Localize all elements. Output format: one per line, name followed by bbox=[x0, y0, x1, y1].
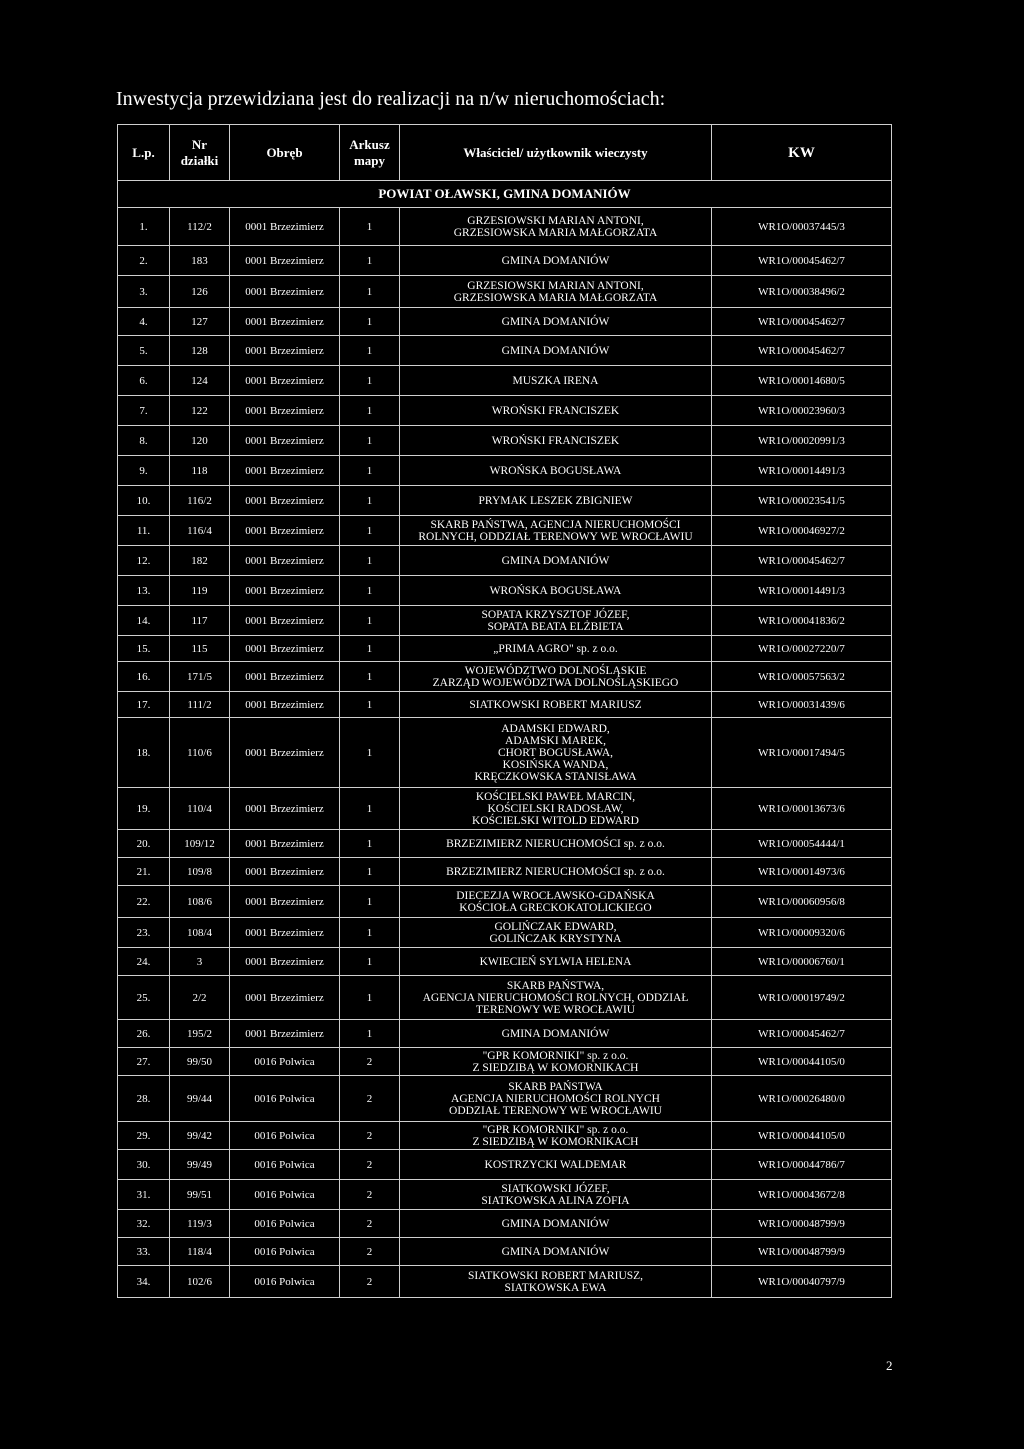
cell-nr-dzialki: 108/4 bbox=[170, 918, 230, 948]
table-row bbox=[118, 1266, 892, 1298]
cell-lp: 10. bbox=[118, 486, 170, 516]
cell-lp: 5. bbox=[118, 336, 170, 366]
cell-lp: 21. bbox=[118, 858, 170, 886]
header-nr-dzialki: Nr działki bbox=[170, 125, 230, 181]
cell-owner: GMINA DOMANIÓW bbox=[400, 1238, 712, 1266]
cell-lp: 4. bbox=[118, 308, 170, 336]
cell-owner: WROŃSKA BOGUSŁAWA bbox=[400, 456, 712, 486]
cell-lp: 25. bbox=[118, 976, 170, 1020]
table-row bbox=[118, 636, 892, 662]
cell-kw: WR1O/00045462/7 bbox=[712, 308, 892, 336]
cell-lp: 32. bbox=[118, 1210, 170, 1238]
cell-obreb: 0001 Brzezimierz bbox=[230, 456, 340, 486]
cell-owner: "GPR KOMORNIKI" sp. z o.o. Z SIEDZIBĄ W KOMORNIKACH bbox=[400, 1122, 712, 1150]
cell-owner: SKARB PAŃSTWA, AGENCJA NIERUCHOMOŚCI ROLNYCH, ODDZIAŁ TERENOWY WE WROCŁAWIU bbox=[400, 976, 712, 1020]
table-row bbox=[118, 662, 892, 692]
cell-nr-dzialki: 122 bbox=[170, 396, 230, 426]
cell-obreb: 0016 Polwica bbox=[230, 1076, 340, 1122]
cell-kw: WR1O/00048799/9 bbox=[712, 1210, 892, 1238]
page-number: 2 bbox=[886, 1358, 893, 1373]
cell-kw: WR1O/00043672/8 bbox=[712, 1180, 892, 1210]
cell-obreb: 0001 Brzezimierz bbox=[230, 858, 340, 886]
cell-lp: 6. bbox=[118, 366, 170, 396]
table-row bbox=[118, 1180, 892, 1210]
cell-arkusz: 2 bbox=[340, 1076, 400, 1122]
cell-lp: 20. bbox=[118, 830, 170, 858]
cell-owner: BRZEZIMIERZ NIERUCHOMOŚCI sp. z o.o. bbox=[400, 858, 712, 886]
cell-owner: WROŃSKI FRANCISZEK bbox=[400, 426, 712, 456]
cell-lp: 34. bbox=[118, 1266, 170, 1298]
table-row bbox=[118, 858, 892, 886]
table-row bbox=[118, 456, 892, 486]
table-row bbox=[118, 426, 892, 456]
section-label: POWIAT OŁAWSKI, GMINA DOMANIÓW bbox=[118, 181, 892, 208]
cell-owner: SIATKOWSKI ROBERT MARIUSZ bbox=[400, 692, 712, 718]
cell-obreb: 0001 Brzezimierz bbox=[230, 606, 340, 636]
table-row bbox=[118, 546, 892, 576]
cell-nr-dzialki: 99/51 bbox=[170, 1180, 230, 1210]
table-row bbox=[118, 948, 892, 976]
cell-kw: WR1O/00045462/7 bbox=[712, 336, 892, 366]
cell-lp: 18. bbox=[118, 718, 170, 788]
cell-owner: GRZESIOWSKI MARIAN ANTONI, GRZESIOWSKA MARIA MAŁGORZATA bbox=[400, 276, 712, 308]
cell-obreb: 0001 Brzezimierz bbox=[230, 516, 340, 546]
table-row bbox=[118, 1210, 892, 1238]
cell-owner: MUSZKA IRENA bbox=[400, 366, 712, 396]
cell-lp: 17. bbox=[118, 692, 170, 718]
cell-owner: KOŚCIELSKI PAWEŁ MARCIN, KOŚCIELSKI RADOSŁAW, KOŚCIELSKI WITOLD EDWARD bbox=[400, 788, 712, 830]
cell-lp: 23. bbox=[118, 918, 170, 948]
cell-kw: WR1O/00060956/8 bbox=[712, 886, 892, 918]
cell-arkusz: 1 bbox=[340, 276, 400, 308]
table-row bbox=[118, 246, 892, 276]
cell-owner: WROŃSKA BOGUSŁAWA bbox=[400, 576, 712, 606]
header-obreb: Obręb bbox=[230, 125, 340, 181]
cell-arkusz: 1 bbox=[340, 246, 400, 276]
header-wlasciciel: Właściciel/ użytkownik wieczysty bbox=[400, 125, 712, 181]
cell-nr-dzialki: 116/2 bbox=[170, 486, 230, 516]
cell-kw: WR1O/00048799/9 bbox=[712, 1238, 892, 1266]
cell-nr-dzialki: 127 bbox=[170, 308, 230, 336]
cell-obreb: 0016 Polwica bbox=[230, 1150, 340, 1180]
cell-kw: WR1O/00014491/3 bbox=[712, 456, 892, 486]
table-row bbox=[118, 692, 892, 718]
cell-lp: 29. bbox=[118, 1122, 170, 1150]
cell-obreb: 0001 Brzezimierz bbox=[230, 396, 340, 426]
cell-kw: WR1O/00044105/0 bbox=[712, 1048, 892, 1076]
cell-owner: KOSTRZYCKI WALDEMAR bbox=[400, 1150, 712, 1180]
cell-kw: WR1O/00038496/2 bbox=[712, 276, 892, 308]
table-row bbox=[118, 1048, 892, 1076]
cell-obreb: 0001 Brzezimierz bbox=[230, 788, 340, 830]
cell-kw: WR1O/00006760/1 bbox=[712, 948, 892, 976]
cell-lp: 14. bbox=[118, 606, 170, 636]
cell-kw: WR1O/00045462/7 bbox=[712, 1020, 892, 1048]
cell-nr-dzialki: 102/6 bbox=[170, 1266, 230, 1298]
cell-obreb: 0016 Polwica bbox=[230, 1238, 340, 1266]
cell-obreb: 0001 Brzezimierz bbox=[230, 486, 340, 516]
cell-nr-dzialki: 195/2 bbox=[170, 1020, 230, 1048]
cell-kw: WR1O/00037445/3 bbox=[712, 208, 892, 246]
cell-obreb: 0001 Brzezimierz bbox=[230, 1020, 340, 1048]
table-row bbox=[118, 976, 892, 1020]
cell-lp: 31. bbox=[118, 1180, 170, 1210]
table-row bbox=[118, 1150, 892, 1180]
cell-arkusz: 1 bbox=[340, 662, 400, 692]
cell-nr-dzialki: 116/4 bbox=[170, 516, 230, 546]
page-heading: Inwestycja przewidziana jest do realizacji na n/w nieruchomościach: bbox=[116, 88, 666, 110]
cell-lp: 33. bbox=[118, 1238, 170, 1266]
cell-obreb: 0001 Brzezimierz bbox=[230, 886, 340, 918]
cell-arkusz: 1 bbox=[340, 636, 400, 662]
cell-lp: 28. bbox=[118, 1076, 170, 1122]
cell-owner: WROŃSKI FRANCISZEK bbox=[400, 396, 712, 426]
table-header-row bbox=[118, 125, 892, 181]
cell-obreb: 0001 Brzezimierz bbox=[230, 366, 340, 396]
table-row bbox=[118, 718, 892, 788]
cell-obreb: 0001 Brzezimierz bbox=[230, 546, 340, 576]
cell-kw: WR1O/00014680/5 bbox=[712, 366, 892, 396]
cell-nr-dzialki: 3 bbox=[170, 948, 230, 976]
cell-owner: WOJEWÓDZTWO DOLNOŚLĄSKIE ZARZĄD WOJEWÓDZTWA DOLNOŚLĄSKIEGO bbox=[400, 662, 712, 692]
cell-nr-dzialki: 118 bbox=[170, 456, 230, 486]
cell-lp: 22. bbox=[118, 886, 170, 918]
cell-arkusz: 1 bbox=[340, 516, 400, 546]
cell-kw: WR1O/00045462/7 bbox=[712, 546, 892, 576]
cell-obreb: 0016 Polwica bbox=[230, 1122, 340, 1150]
cell-lp: 3. bbox=[118, 276, 170, 308]
cell-owner: SIATKOWSKI ROBERT MARIUSZ, SIATKOWSKA EWA bbox=[400, 1266, 712, 1298]
cell-obreb: 0016 Polwica bbox=[230, 1048, 340, 1076]
cell-arkusz: 1 bbox=[340, 692, 400, 718]
cell-arkusz: 2 bbox=[340, 1180, 400, 1210]
cell-obreb: 0001 Brzezimierz bbox=[230, 830, 340, 858]
cell-obreb: 0001 Brzezimierz bbox=[230, 308, 340, 336]
cell-obreb: 0001 Brzezimierz bbox=[230, 246, 340, 276]
cell-obreb: 0001 Brzezimierz bbox=[230, 576, 340, 606]
cell-nr-dzialki: 99/49 bbox=[170, 1150, 230, 1180]
cell-arkusz: 2 bbox=[340, 1048, 400, 1076]
cell-obreb: 0001 Brzezimierz bbox=[230, 692, 340, 718]
cell-arkusz: 2 bbox=[340, 1238, 400, 1266]
cell-nr-dzialki: 99/50 bbox=[170, 1048, 230, 1076]
header-kw: KW bbox=[712, 125, 892, 181]
cell-arkusz: 1 bbox=[340, 308, 400, 336]
cell-obreb: 0001 Brzezimierz bbox=[230, 948, 340, 976]
cell-obreb: 0016 Polwica bbox=[230, 1180, 340, 1210]
cell-owner: GRZESIOWSKI MARIAN ANTONI, GRZESIOWSKA MARIA MAŁGORZATA bbox=[400, 208, 712, 246]
cell-owner: SKARB PAŃSTWA, AGENCJA NIERUCHOMOŚCI ROLNYCH, ODDZIAŁ TERENOWY WE WROCŁAWIU bbox=[400, 516, 712, 546]
cell-obreb: 0001 Brzezimierz bbox=[230, 976, 340, 1020]
table-row bbox=[118, 516, 892, 546]
cell-kw: WR1O/00044105/0 bbox=[712, 1122, 892, 1150]
cell-arkusz: 1 bbox=[340, 718, 400, 788]
cell-lp: 30. bbox=[118, 1150, 170, 1180]
cell-arkusz: 2 bbox=[340, 1266, 400, 1298]
cell-lp: 16. bbox=[118, 662, 170, 692]
cell-owner: BRZEZIMIERZ NIERUCHOMOŚCI sp. z o.o. bbox=[400, 830, 712, 858]
cell-nr-dzialki: 182 bbox=[170, 546, 230, 576]
cell-owner: GMINA DOMANIÓW bbox=[400, 246, 712, 276]
cell-arkusz: 1 bbox=[340, 486, 400, 516]
cell-owner: GMINA DOMANIÓW bbox=[400, 1210, 712, 1238]
cell-lp: 11. bbox=[118, 516, 170, 546]
cell-lp: 15. bbox=[118, 636, 170, 662]
cell-owner: "GPR KOMORNIKI" sp. z o.o. Z SIEDZIBĄ W KOMORNIKACH bbox=[400, 1048, 712, 1076]
table-row bbox=[118, 396, 892, 426]
properties-table bbox=[117, 124, 892, 1298]
cell-arkusz: 1 bbox=[340, 788, 400, 830]
table-row bbox=[118, 576, 892, 606]
cell-kw: WR1O/00031439/6 bbox=[712, 692, 892, 718]
cell-arkusz: 1 bbox=[340, 948, 400, 976]
cell-owner: GMINA DOMANIÓW bbox=[400, 546, 712, 576]
cell-nr-dzialki: 171/5 bbox=[170, 662, 230, 692]
cell-nr-dzialki: 126 bbox=[170, 276, 230, 308]
cell-lp: 8. bbox=[118, 426, 170, 456]
cell-arkusz: 1 bbox=[340, 208, 400, 246]
cell-kw: WR1O/00045462/7 bbox=[712, 246, 892, 276]
cell-kw: WR1O/00019749/2 bbox=[712, 976, 892, 1020]
cell-arkusz: 1 bbox=[340, 546, 400, 576]
cell-nr-dzialki: 118/4 bbox=[170, 1238, 230, 1266]
cell-arkusz: 1 bbox=[340, 366, 400, 396]
cell-nr-dzialki: 111/2 bbox=[170, 692, 230, 718]
cell-kw: WR1O/00044786/7 bbox=[712, 1150, 892, 1180]
cell-kw: WR1O/00009320/6 bbox=[712, 918, 892, 948]
cell-obreb: 0001 Brzezimierz bbox=[230, 662, 340, 692]
cell-nr-dzialki: 183 bbox=[170, 246, 230, 276]
cell-owner: GMINA DOMANIÓW bbox=[400, 1020, 712, 1048]
cell-arkusz: 1 bbox=[340, 456, 400, 486]
cell-arkusz: 1 bbox=[340, 886, 400, 918]
table-row bbox=[118, 1238, 892, 1266]
cell-lp: 26. bbox=[118, 1020, 170, 1048]
cell-nr-dzialki: 119 bbox=[170, 576, 230, 606]
cell-obreb: 0016 Polwica bbox=[230, 1210, 340, 1238]
cell-arkusz: 1 bbox=[340, 396, 400, 426]
cell-arkusz: 1 bbox=[340, 336, 400, 366]
cell-kw: WR1O/00026480/0 bbox=[712, 1076, 892, 1122]
cell-arkusz: 1 bbox=[340, 976, 400, 1020]
cell-arkusz: 1 bbox=[340, 576, 400, 606]
cell-obreb: 0001 Brzezimierz bbox=[230, 918, 340, 948]
cell-obreb: 0001 Brzezimierz bbox=[230, 636, 340, 662]
cell-arkusz: 1 bbox=[340, 918, 400, 948]
cell-lp: 13. bbox=[118, 576, 170, 606]
cell-obreb: 0001 Brzezimierz bbox=[230, 336, 340, 366]
cell-nr-dzialki: 115 bbox=[170, 636, 230, 662]
cell-kw: WR1O/00020991/3 bbox=[712, 426, 892, 456]
cell-arkusz: 1 bbox=[340, 830, 400, 858]
cell-owner: „PRIMA AGRO" sp. z o.o. bbox=[400, 636, 712, 662]
cell-lp: 27. bbox=[118, 1048, 170, 1076]
cell-obreb: 0001 Brzezimierz bbox=[230, 276, 340, 308]
cell-owner: KWIECIEŃ SYLWIA HELENA bbox=[400, 948, 712, 976]
cell-nr-dzialki: 99/42 bbox=[170, 1122, 230, 1150]
table-row bbox=[118, 208, 892, 246]
cell-owner: PRYMAK LESZEK ZBIGNIEW bbox=[400, 486, 712, 516]
table-row bbox=[118, 918, 892, 948]
cell-owner: ADAMSKI EDWARD, ADAMSKI MAREK, CHORT BOGUSŁAWA, KOSIŃSKA WANDA, KRĘCZKOWSKA STANISŁAWA bbox=[400, 718, 712, 788]
cell-arkusz: 2 bbox=[340, 1210, 400, 1238]
cell-kw: WR1O/00014491/3 bbox=[712, 576, 892, 606]
cell-arkusz: 1 bbox=[340, 606, 400, 636]
cell-obreb: 0016 Polwica bbox=[230, 1266, 340, 1298]
cell-obreb: 0001 Brzezimierz bbox=[230, 426, 340, 456]
section-row bbox=[118, 181, 892, 208]
cell-lp: 19. bbox=[118, 788, 170, 830]
cell-kw: WR1O/00023960/3 bbox=[712, 396, 892, 426]
cell-nr-dzialki: 109/8 bbox=[170, 858, 230, 886]
table-row bbox=[118, 1020, 892, 1048]
cell-obreb: 0001 Brzezimierz bbox=[230, 208, 340, 246]
cell-lp: 2. bbox=[118, 246, 170, 276]
table-row bbox=[118, 606, 892, 636]
cell-nr-dzialki: 109/12 bbox=[170, 830, 230, 858]
cell-nr-dzialki: 119/3 bbox=[170, 1210, 230, 1238]
cell-nr-dzialki: 108/6 bbox=[170, 886, 230, 918]
cell-kw: WR1O/00054444/1 bbox=[712, 830, 892, 858]
cell-kw: WR1O/00046927/2 bbox=[712, 516, 892, 546]
cell-kw: WR1O/00014973/6 bbox=[712, 858, 892, 886]
cell-kw: WR1O/00013673/6 bbox=[712, 788, 892, 830]
cell-arkusz: 1 bbox=[340, 1020, 400, 1048]
cell-nr-dzialki: 128 bbox=[170, 336, 230, 366]
cell-kw: WR1O/00041836/2 bbox=[712, 606, 892, 636]
cell-owner: DIECEZJA WROCŁAWSKO-GDAŃSKA KOŚCIOŁA GRECKOKATOLICKIEGO bbox=[400, 886, 712, 918]
table-row bbox=[118, 486, 892, 516]
cell-nr-dzialki: 110/4 bbox=[170, 788, 230, 830]
table-row bbox=[118, 1122, 892, 1150]
cell-nr-dzialki: 2/2 bbox=[170, 976, 230, 1020]
header-lp: L.p. bbox=[118, 125, 170, 181]
cell-kw: WR1O/00040797/9 bbox=[712, 1266, 892, 1298]
cell-nr-dzialki: 112/2 bbox=[170, 208, 230, 246]
cell-lp: 24. bbox=[118, 948, 170, 976]
cell-nr-dzialki: 120 bbox=[170, 426, 230, 456]
cell-lp: 1. bbox=[118, 208, 170, 246]
table-row bbox=[118, 336, 892, 366]
table-body bbox=[118, 181, 892, 1298]
table-row bbox=[118, 886, 892, 918]
cell-kw: WR1O/00057563/2 bbox=[712, 662, 892, 692]
cell-nr-dzialki: 99/44 bbox=[170, 1076, 230, 1122]
cell-owner: GMINA DOMANIÓW bbox=[400, 336, 712, 366]
table-row bbox=[118, 1076, 892, 1122]
table-row bbox=[118, 366, 892, 396]
table-row bbox=[118, 788, 892, 830]
cell-owner: GOLIŃCZAK EDWARD, GOLIŃCZAK KRYSTYNA bbox=[400, 918, 712, 948]
cell-lp: 12. bbox=[118, 546, 170, 576]
cell-kw: WR1O/00023541/5 bbox=[712, 486, 892, 516]
cell-arkusz: 1 bbox=[340, 858, 400, 886]
cell-owner: SOPATA KRZYSZTOF JÓZEF, SOPATA BEATA ELŻBIETA bbox=[400, 606, 712, 636]
table-row bbox=[118, 276, 892, 308]
cell-kw: WR1O/00017494/5 bbox=[712, 718, 892, 788]
cell-owner: GMINA DOMANIÓW bbox=[400, 308, 712, 336]
cell-nr-dzialki: 110/6 bbox=[170, 718, 230, 788]
header-arkusz: Arkusz mapy bbox=[340, 125, 400, 181]
cell-nr-dzialki: 117 bbox=[170, 606, 230, 636]
cell-kw: WR1O/00027220/7 bbox=[712, 636, 892, 662]
cell-lp: 9. bbox=[118, 456, 170, 486]
cell-arkusz: 2 bbox=[340, 1122, 400, 1150]
table-row bbox=[118, 830, 892, 858]
cell-arkusz: 1 bbox=[340, 426, 400, 456]
cell-arkusz: 2 bbox=[340, 1150, 400, 1180]
cell-owner: SIATKOWSKI JÓZEF, SIATKOWSKA ALINA ZOFIA bbox=[400, 1180, 712, 1210]
table-row bbox=[118, 308, 892, 336]
cell-nr-dzialki: 124 bbox=[170, 366, 230, 396]
cell-owner: SKARB PAŃSTWA AGENCJA NIERUCHOMOŚCI ROLNYCH ODDZIAŁ TERENOWY WE WROCŁAWIU bbox=[400, 1076, 712, 1122]
cell-obreb: 0001 Brzezimierz bbox=[230, 718, 340, 788]
cell-lp: 7. bbox=[118, 396, 170, 426]
